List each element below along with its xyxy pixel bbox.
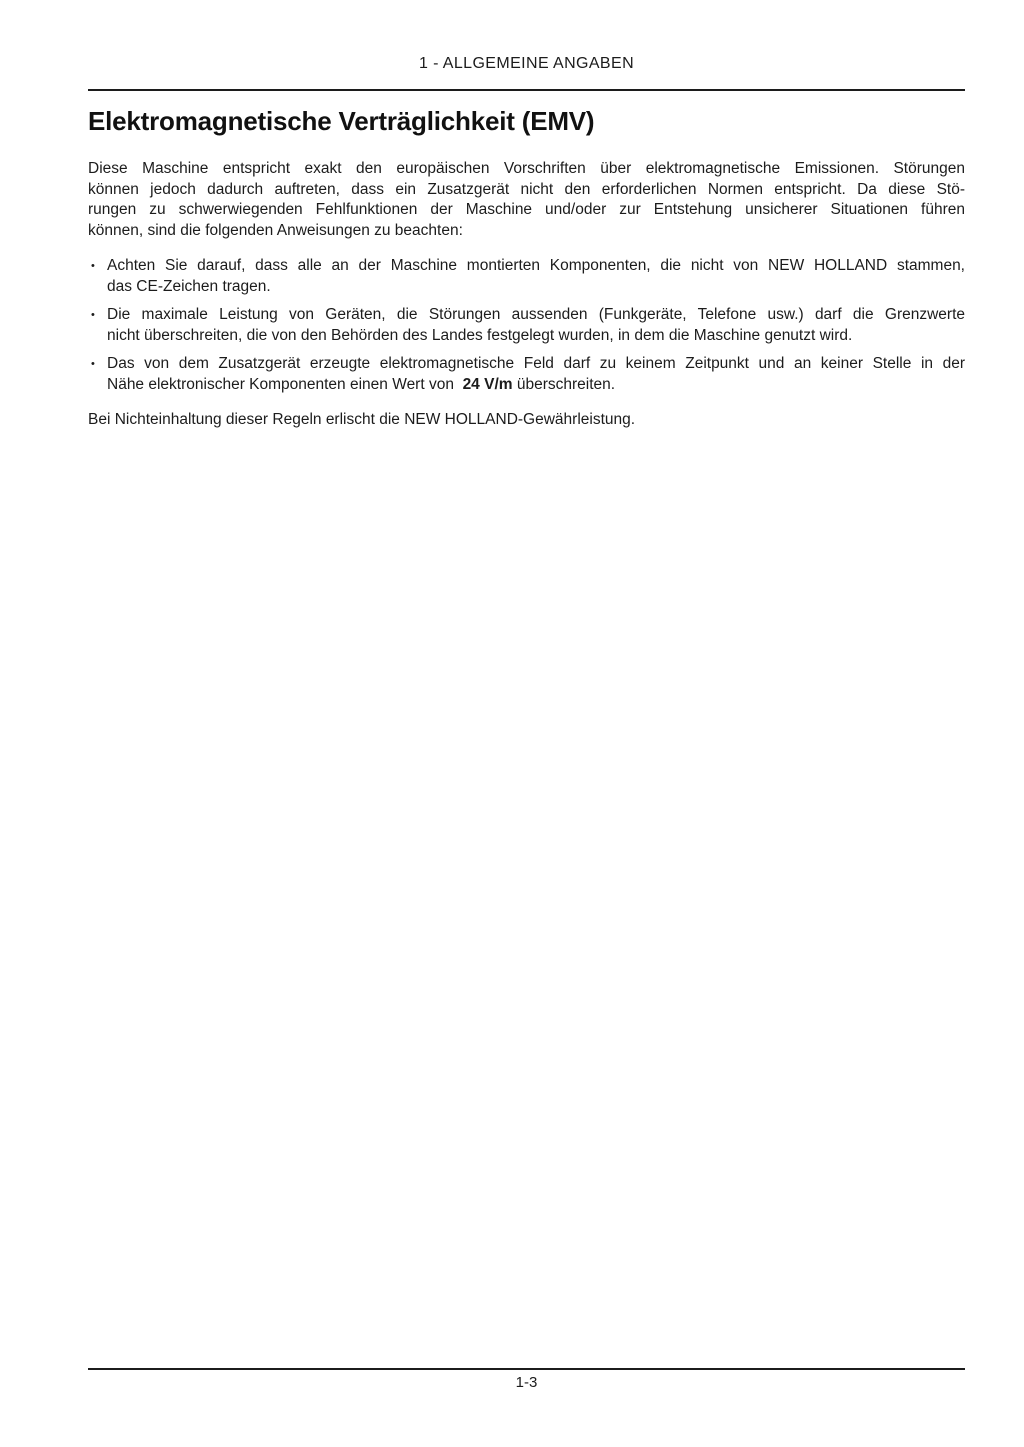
running-header	[88, 55, 965, 73]
text-line: Diese Maschine entspricht exakt den europäischen Vorschriften über elektromagnetische Emissionen. Störungen	[88, 160, 965, 177]
intro-paragraph	[88, 159, 965, 241]
text-line: Achten Sie darauf, dass alle an der Maschine montierten Komponenten, die nicht von NEW HOLLAND stammen,	[107, 257, 965, 274]
bullet-text	[107, 354, 965, 395]
bullet-marker-icon: •	[91, 358, 95, 370]
text-line: das CE-Zeichen tragen.	[107, 277, 271, 295]
section-title: Elektromagnetische Verträglichkeit (EMV)	[88, 106, 595, 136]
bold-value: 24 V/m	[462, 375, 513, 393]
text-line: nicht überschreiten, die von den Behörden des Landes festgelegt wurden, in dem die Maschine genutzt wird.	[107, 326, 853, 344]
bullet-item	[88, 305, 965, 346]
body-content	[88, 159, 965, 431]
bullet-text	[107, 256, 965, 297]
bullet-text	[107, 305, 965, 346]
text-line: Nähe elektronischer Komponenten einen Wert von 24 V/m überschreiten.	[107, 375, 616, 393]
text-line: Die maximale Leistung von Geräten, die Störungen aussenden (Funkgeräte, Telefone usw.) darf die Grenzwerte	[107, 306, 965, 323]
bullet-marker-icon: •	[91, 309, 95, 321]
text-line: rungen zu schwerwiegenden Fehlfunktionen der Maschine und/oder zur Entstehung unsicherer Situationen führen	[88, 201, 965, 218]
text-line: können jedoch dadurch auftreten, dass ein Zusatzgerät nicht den erforderlichen Normen entspricht. Da diese Stö-	[88, 180, 965, 198]
bullet-item	[88, 256, 965, 297]
page-number: 1-3	[515, 1374, 538, 1391]
text-line: Das von dem Zusatzgerät erzeugte elektromagnetische Feld darf zu keinem Zeitpunkt und an keiner Stelle in der	[107, 355, 965, 372]
footer-rule	[88, 1368, 965, 1370]
chapter-header-label: 1 - ALLGEMEINE ANGABEN	[418, 55, 635, 72]
header-rule	[88, 89, 965, 91]
bullet-marker-icon: •	[91, 260, 95, 272]
bullet-list	[88, 256, 965, 395]
text-line: können, sind die folgenden Anweisungen zu beachten:	[88, 221, 463, 239]
bullet-item	[88, 354, 965, 395]
closing-paragraph: Bei Nichteinhaltung dieser Regeln erlischt die NEW HOLLAND-Gewährleistung.	[88, 411, 636, 428]
